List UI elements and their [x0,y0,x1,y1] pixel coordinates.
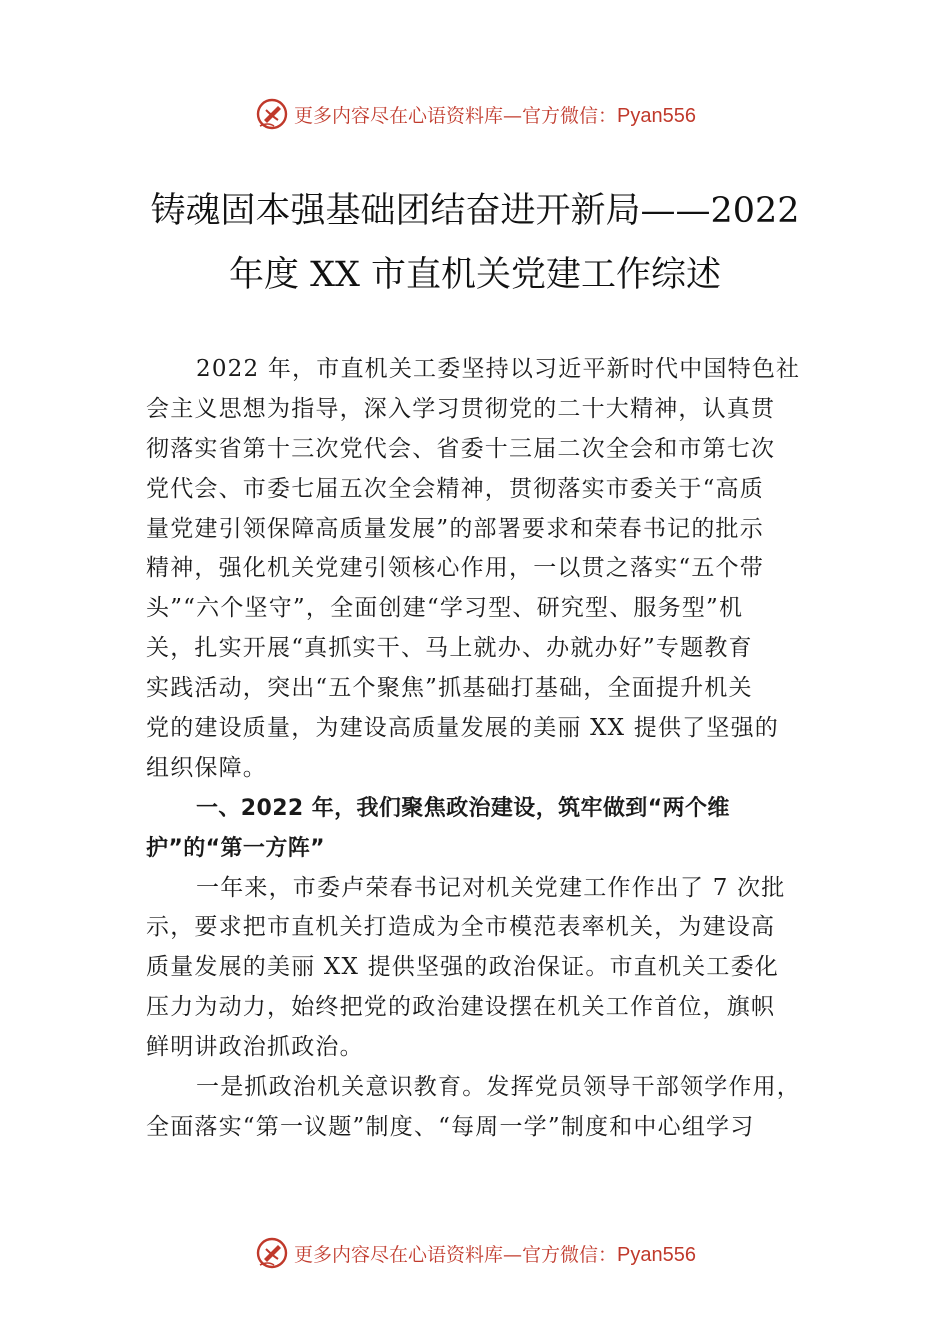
paragraph-line: 组织保障。 [146,754,267,781]
paragraph-line: 党代会、市委七届五次全会精神，贯彻落实市委关于“高质 [146,475,764,502]
logo-icon [254,96,290,132]
paragraph-line: 关，扎实开展“真抓实干、马上就办、办就办好”专题教育 [146,635,753,662]
paragraph-line: 一年来，市委卢荣春书记对机关党建工作作出了 7 次批 [196,874,786,901]
watermark-text: 更多内容尽在心语资料库—官方微信：Pyan556 [294,1243,696,1266]
paragraph-line: 2022 年，市直机关工委坚持以习近平新时代中国特色社 [196,356,801,382]
paragraph-line: 会主义思想为指导，深入学习贯彻党的二十大精神，认真贯 [146,395,776,422]
paragraph-line: 鲜明讲政治抓政治。 [146,1034,364,1061]
paragraph-line: 质量发展的美丽 XX 提供坚强的政治保证。市直机关工委化 [146,954,779,981]
section-heading-line: 护”的“第一方阵” [146,835,325,861]
paragraph-line: 党的建设质量，为建设高质量发展的美丽 XX 提供了坚强的 [146,715,779,742]
paragraph-line: 全面落实“第一议题”制度、“每周一学”制度和中心组学习 [146,1113,755,1140]
page-title-line-1: 铸魂固本强基础团结奋进开新局——2022 [150,191,800,231]
document-body [146,350,836,1148]
watermark-text: 更多内容尽在心语资料库—官方微信：Pyan556 [294,104,696,127]
paragraph-line: 量党建引领保障高质量发展”的部署要求和荣春书记的批示 [146,515,764,542]
watermark-banner-top [0,94,950,134]
paragraph-line: 彻落实省第十三次党代会、省委十三届二次全会和市第七次 [146,435,776,462]
logo-icon [254,1235,290,1271]
section-heading-line: 一、2022 年，我们聚焦政治建设，筑牢做到“两个维 [196,795,730,821]
paragraph-line: 精神，强化机关党建引领核心作用，一以贯之落实“五个带 [146,555,764,582]
page-title-line-2: 年度 XX 市直机关党建工作综述 [228,255,722,295]
paragraph-line: 示，要求把市直机关打造成为全市模范表率机关，为建设高 [146,914,776,941]
paragraph-line: 一是抓政治机关意识教育。发挥党员领导干部领学作用， [196,1074,801,1101]
watermark-banner-bottom [0,1233,950,1273]
paragraph-line: 实践活动，突出“五个聚焦”抓基础打基础，全面提升机关 [146,675,753,702]
paragraph-line: 头”“六个坚守”，全面创建“学习型、研究型、服务型”机 [146,595,744,622]
paragraph-line: 压力为动力，始终把党的政治建设摆在机关工作首位，旗帜 [146,994,776,1021]
